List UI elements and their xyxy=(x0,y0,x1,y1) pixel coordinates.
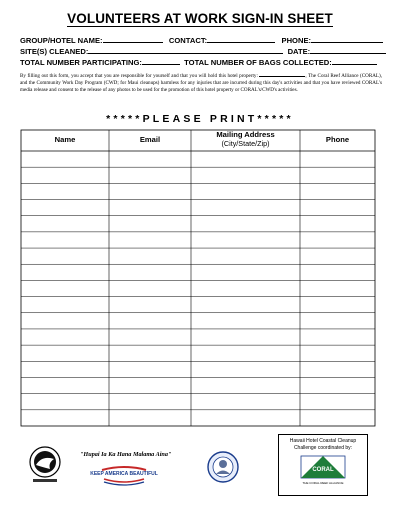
kab-logo-text: KEEP AMERICA BEAUTIFUL xyxy=(90,471,158,477)
disclaimer-text-1: By filling out this form, you accept that you are responsible for yourself and that you will hold this hotel property: xyxy=(20,73,258,79)
mailing-address-label: Mailing Address xyxy=(216,130,275,139)
please-print-heading: *****PLEASE PRINT***** xyxy=(106,113,294,125)
disclaimer-text-2: , The Coral Reef Alliance (CORAL), and the Community Work Day Program (CWD; for Maui cleanups) harmless for any injuries that are incurred during this day's activities and that you have reviewed CORAL's media release and consent to the release of any photos to be used for the promotion of this hotel property or CORAL's/CWD's activities. xyxy=(20,73,382,94)
credit-text xyxy=(279,438,367,451)
group-hotel-label: GROUP/HOTEL NAME: xyxy=(20,36,103,45)
contact-label: CONTACT: xyxy=(168,36,208,45)
mailing-address-sublabel: (City/State/Zip) xyxy=(221,139,270,148)
coral-logo-text: CORAL xyxy=(312,467,334,473)
sites-cleaned-label: SITE(S) CLEANED: xyxy=(20,47,89,56)
keep-america-beautiful-logo xyxy=(90,466,158,486)
header-mailing-address xyxy=(191,130,300,148)
community-work-day-logo xyxy=(28,445,62,485)
phone-label: PHONE: xyxy=(281,36,312,45)
credit-line-1: Hawaii Hotel Coastal Cleanup xyxy=(289,438,357,444)
total-bags-label: TOTAL NUMBER OF BAGS COLLECTED: xyxy=(184,58,332,67)
table-rows xyxy=(21,167,375,410)
hawaii-seal-logo xyxy=(206,450,240,484)
hawaiian-motto: "Hupai Ia Ka Hana Malama Aina" xyxy=(80,451,172,458)
header-phone: Phone xyxy=(325,135,350,144)
coordinator-credit-box xyxy=(278,434,368,496)
credit-line-2: Challenge coordinated by: xyxy=(293,444,353,451)
coral-tagline: THE CORAL REEF ALLIANCE xyxy=(302,481,344,485)
date-label: DATE: xyxy=(287,47,311,56)
header-name: Name xyxy=(54,135,76,144)
total-participating-label: TOTAL NUMBER PARTICIPATING: xyxy=(20,58,142,67)
page-title: VOLUNTEERS AT WORK SIGN-IN SHEET xyxy=(67,11,333,26)
header-email: Email xyxy=(139,135,161,144)
table-border xyxy=(21,130,375,426)
coral-logo xyxy=(293,452,353,488)
